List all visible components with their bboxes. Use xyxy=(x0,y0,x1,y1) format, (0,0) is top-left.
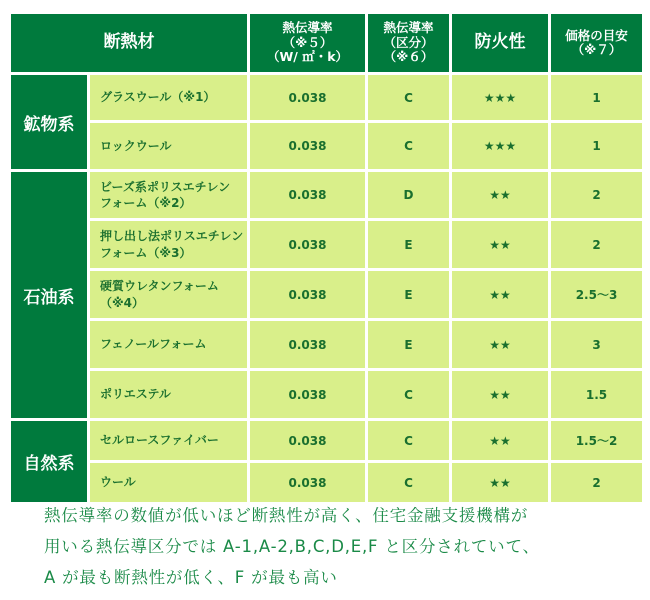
table-row xyxy=(10,420,644,462)
material-name-line: セルロースファイバー xyxy=(100,433,219,448)
category-value: C xyxy=(367,122,451,171)
price-value: 2.5〜3 xyxy=(550,270,644,320)
fire-rating: ★★ xyxy=(451,462,550,504)
group-label: 鉱物系 xyxy=(10,74,89,171)
conductivity-value: 0.038 xyxy=(249,462,367,504)
conductivity-value: 0.038 xyxy=(249,420,367,462)
fire-rating: ★★ xyxy=(451,171,550,220)
header-conductivity-line-1: 熱伝導率 xyxy=(282,20,333,36)
material-name xyxy=(89,462,249,504)
price-value: 2 xyxy=(550,462,644,504)
table-row xyxy=(10,462,644,504)
material-name xyxy=(89,122,249,171)
footnote xyxy=(44,500,634,593)
conductivity-value: 0.038 xyxy=(249,74,367,122)
fire-rating: ★★★ xyxy=(451,74,550,122)
material-name-line: ウール xyxy=(100,475,136,490)
conductivity-value: 0.038 xyxy=(249,370,367,420)
header-price-line-1: 価格の目安 xyxy=(565,27,628,43)
conductivity-value: 0.038 xyxy=(249,320,367,370)
material-name-line: （※4） xyxy=(100,295,145,310)
material-name-line: フォーム（※2） xyxy=(100,196,192,210)
category-value: C xyxy=(367,462,451,504)
conductivity-value: 0.038 xyxy=(249,171,367,220)
material-name-line: 硬質ウレタンフォーム xyxy=(100,279,219,294)
fire-rating: ★★★ xyxy=(451,122,550,171)
price-value: 2 xyxy=(550,220,644,270)
header-material: 断熱材 xyxy=(10,13,249,74)
group-label: 石油系 xyxy=(10,171,89,420)
header-category-line-3: （※６） xyxy=(383,49,434,65)
header-conductivity-line-2: （※５） xyxy=(282,34,333,50)
material-name xyxy=(89,320,249,370)
header-category-line-2: （区分） xyxy=(383,34,434,50)
table-row xyxy=(10,220,644,270)
header-conductivity-line-3: （W/ ㎡・k） xyxy=(266,49,349,65)
header-row xyxy=(10,13,644,74)
price-value: 1 xyxy=(550,74,644,122)
fire-rating: ★★ xyxy=(451,420,550,462)
category-value: E xyxy=(367,220,451,270)
material-name-line: ビーズ系ポリスエチレン xyxy=(100,179,231,194)
fire-rating: ★★ xyxy=(451,370,550,420)
table-row xyxy=(10,270,644,320)
material-name-line: ロックウール xyxy=(100,138,172,153)
table-row xyxy=(10,122,644,171)
price-value: 1.5 xyxy=(550,370,644,420)
category-value: C xyxy=(367,370,451,420)
material-name xyxy=(89,270,249,320)
conductivity-value: 0.038 xyxy=(249,220,367,270)
material-name-line: グラスウール（※1） xyxy=(100,90,216,105)
header-price xyxy=(550,13,644,74)
material-name xyxy=(89,220,249,270)
category-value: E xyxy=(367,320,451,370)
header-price-line-2: （※７） xyxy=(571,42,622,57)
table-row xyxy=(10,74,644,122)
footnote-line: 用いる熱伝導区分では A-1,A-2,B,C,D,E,F と区分されていて、 xyxy=(44,537,540,556)
material-name xyxy=(89,171,249,220)
category-value: C xyxy=(367,420,451,462)
footnote-line: A が最も断熱性が低く、F が最も高い xyxy=(44,568,338,587)
header-category-line-1: 熱伝導率 xyxy=(383,20,434,36)
price-value: 3 xyxy=(550,320,644,370)
fire-rating: ★★ xyxy=(451,220,550,270)
header-fire-resistance: 防火性 xyxy=(451,13,550,74)
price-value: 1.5〜2 xyxy=(550,420,644,462)
price-value: 2 xyxy=(550,171,644,220)
table-row xyxy=(10,320,644,370)
group-label: 自然系 xyxy=(10,420,89,504)
material-name xyxy=(89,370,249,420)
header-category xyxy=(367,13,451,74)
material-name-line: フォーム（※3） xyxy=(100,245,192,260)
header-conductivity xyxy=(249,13,367,74)
price-value: 1 xyxy=(550,122,644,171)
material-name xyxy=(89,74,249,122)
footnote-line: 熱伝導率の数値が低いほど断熱性が高く、住宅金融支援機構が xyxy=(44,506,529,525)
conductivity-value: 0.038 xyxy=(249,270,367,320)
material-name-line: フェノールフォーム xyxy=(100,337,207,352)
table-body xyxy=(10,74,644,504)
conductivity-value: 0.038 xyxy=(249,122,367,171)
table-row xyxy=(10,171,644,220)
insulation-table xyxy=(8,11,645,505)
fire-rating: ★★ xyxy=(451,320,550,370)
fire-rating: ★★ xyxy=(451,270,550,320)
table-row xyxy=(10,370,644,420)
category-value: E xyxy=(367,270,451,320)
material-name-line: ポリエステル xyxy=(100,387,171,402)
category-value: D xyxy=(367,171,451,220)
material-name-line: 押し出し法ポリスエチレン xyxy=(100,229,244,244)
category-value: C xyxy=(367,74,451,122)
material-name xyxy=(89,420,249,462)
